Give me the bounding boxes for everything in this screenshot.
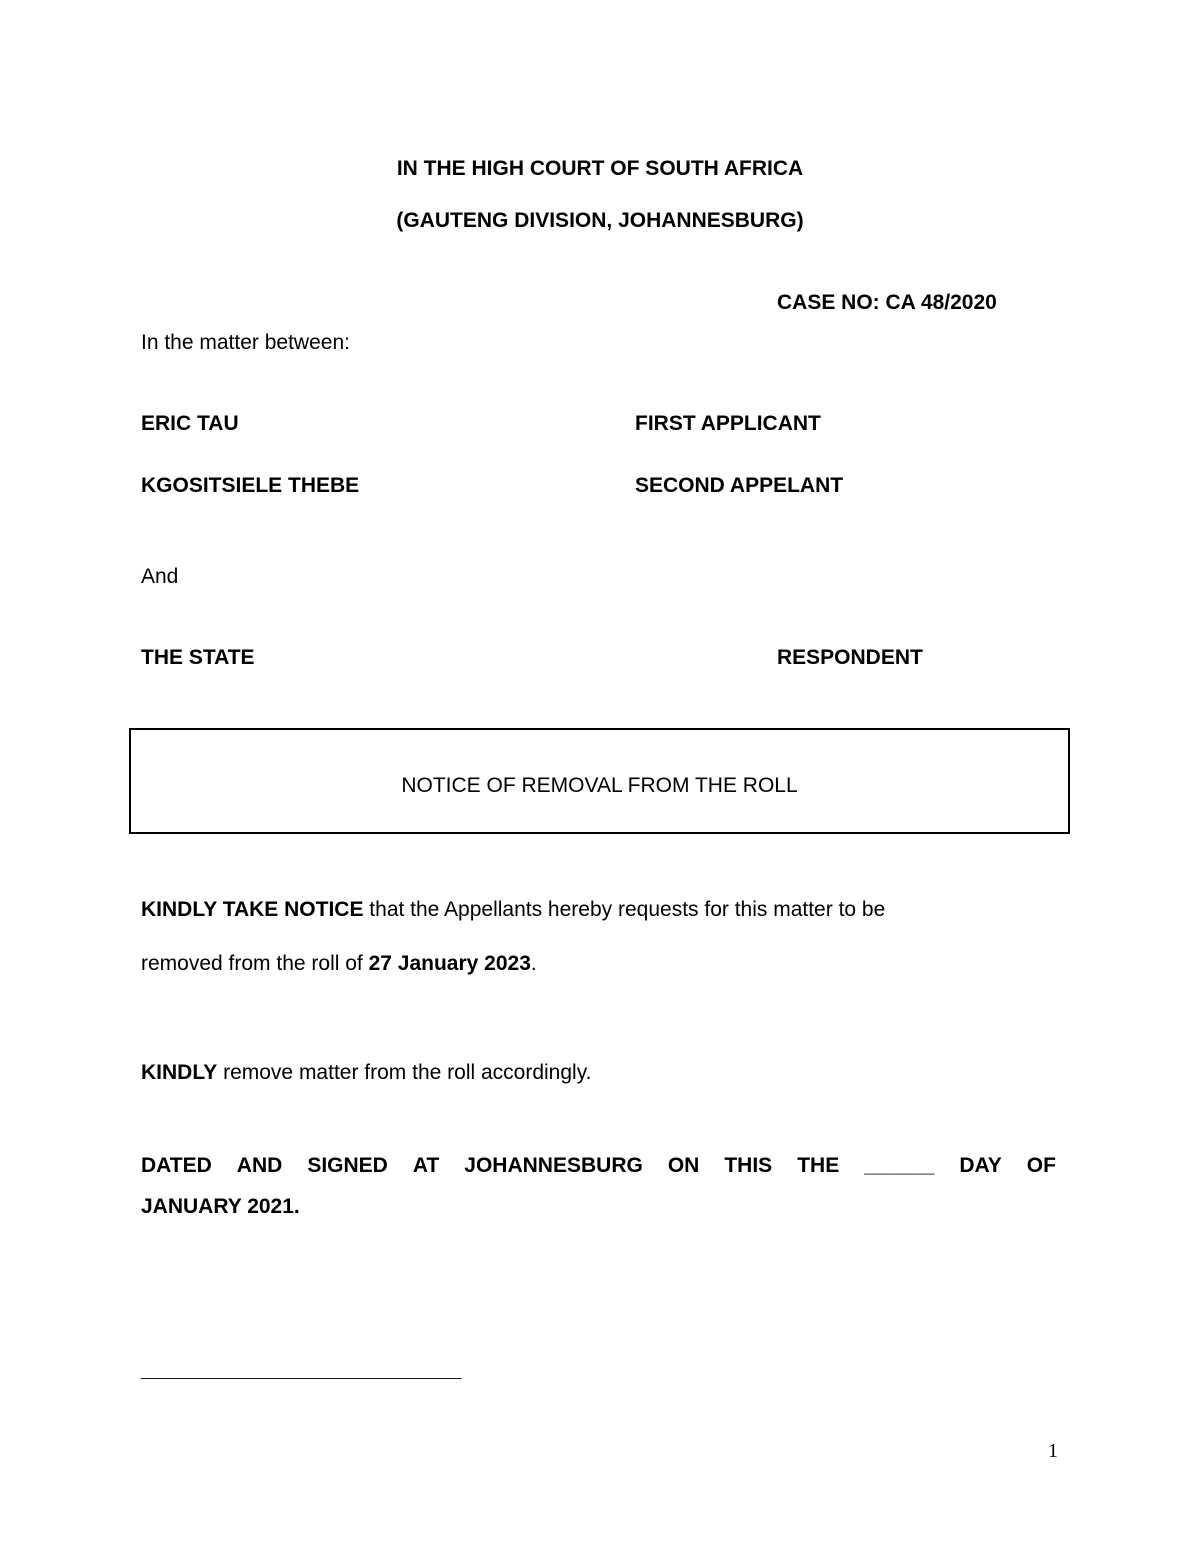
- page-number: 1: [1048, 1440, 1058, 1462]
- party-role: FIRST APPLICANT: [635, 412, 821, 435]
- word: SIGNED: [307, 1154, 388, 1177]
- dated-line: [141, 1154, 1056, 1178]
- word: ON: [667, 1154, 700, 1177]
- notice-title: NOTICE OF REMOVAL FROM THE ROLL: [401, 774, 798, 797]
- text: removed from the roll of: [141, 952, 369, 975]
- party-name: KGOSITSIELE THEBE: [141, 474, 360, 497]
- roll-date: 27 January 2023: [368, 952, 531, 975]
- bold-text: KINDLY: [141, 1061, 218, 1084]
- word: DATED: [141, 1154, 212, 1177]
- respondent-role: RESPONDENT: [777, 646, 923, 669]
- notice-title-box: [129, 728, 1070, 834]
- word: DAY: [959, 1154, 1002, 1177]
- dated-line2: JANUARY 2021.: [141, 1195, 300, 1218]
- respondent-name: THE STATE: [141, 646, 255, 669]
- notice-paragraph-line1: [141, 899, 885, 920]
- word: THIS: [724, 1154, 773, 1177]
- bold-text: KINDLY TAKE NOTICE: [141, 898, 364, 921]
- remove-paragraph: [141, 1062, 592, 1083]
- signature-line: ________________________: [141, 1355, 462, 1382]
- and-text: And: [141, 565, 179, 588]
- word: THE: [797, 1154, 840, 1177]
- word: AT: [412, 1154, 440, 1177]
- word: JOHANNESBURG: [464, 1154, 643, 1177]
- notice-paragraph-line2: [141, 953, 537, 974]
- text: .: [530, 952, 537, 975]
- text: remove matter from the roll accordingly.: [217, 1061, 592, 1084]
- matter-between: In the matter between:: [141, 331, 350, 354]
- court-division: (GAUTENG DIVISION, JOHANNESBURG): [396, 209, 804, 232]
- court-name: IN THE HIGH COURT OF SOUTH AFRICA: [396, 157, 804, 180]
- day-blank: ______: [864, 1154, 935, 1177]
- word: AND: [236, 1154, 283, 1177]
- party-name: ERIC TAU: [141, 412, 239, 435]
- word: OF: [1026, 1154, 1056, 1177]
- case-number: CASE NO: CA 48/2020: [777, 291, 997, 314]
- text: that the Appellants hereby requests for this matter to be: [363, 898, 886, 921]
- party-role: SECOND APPELANT: [635, 474, 844, 497]
